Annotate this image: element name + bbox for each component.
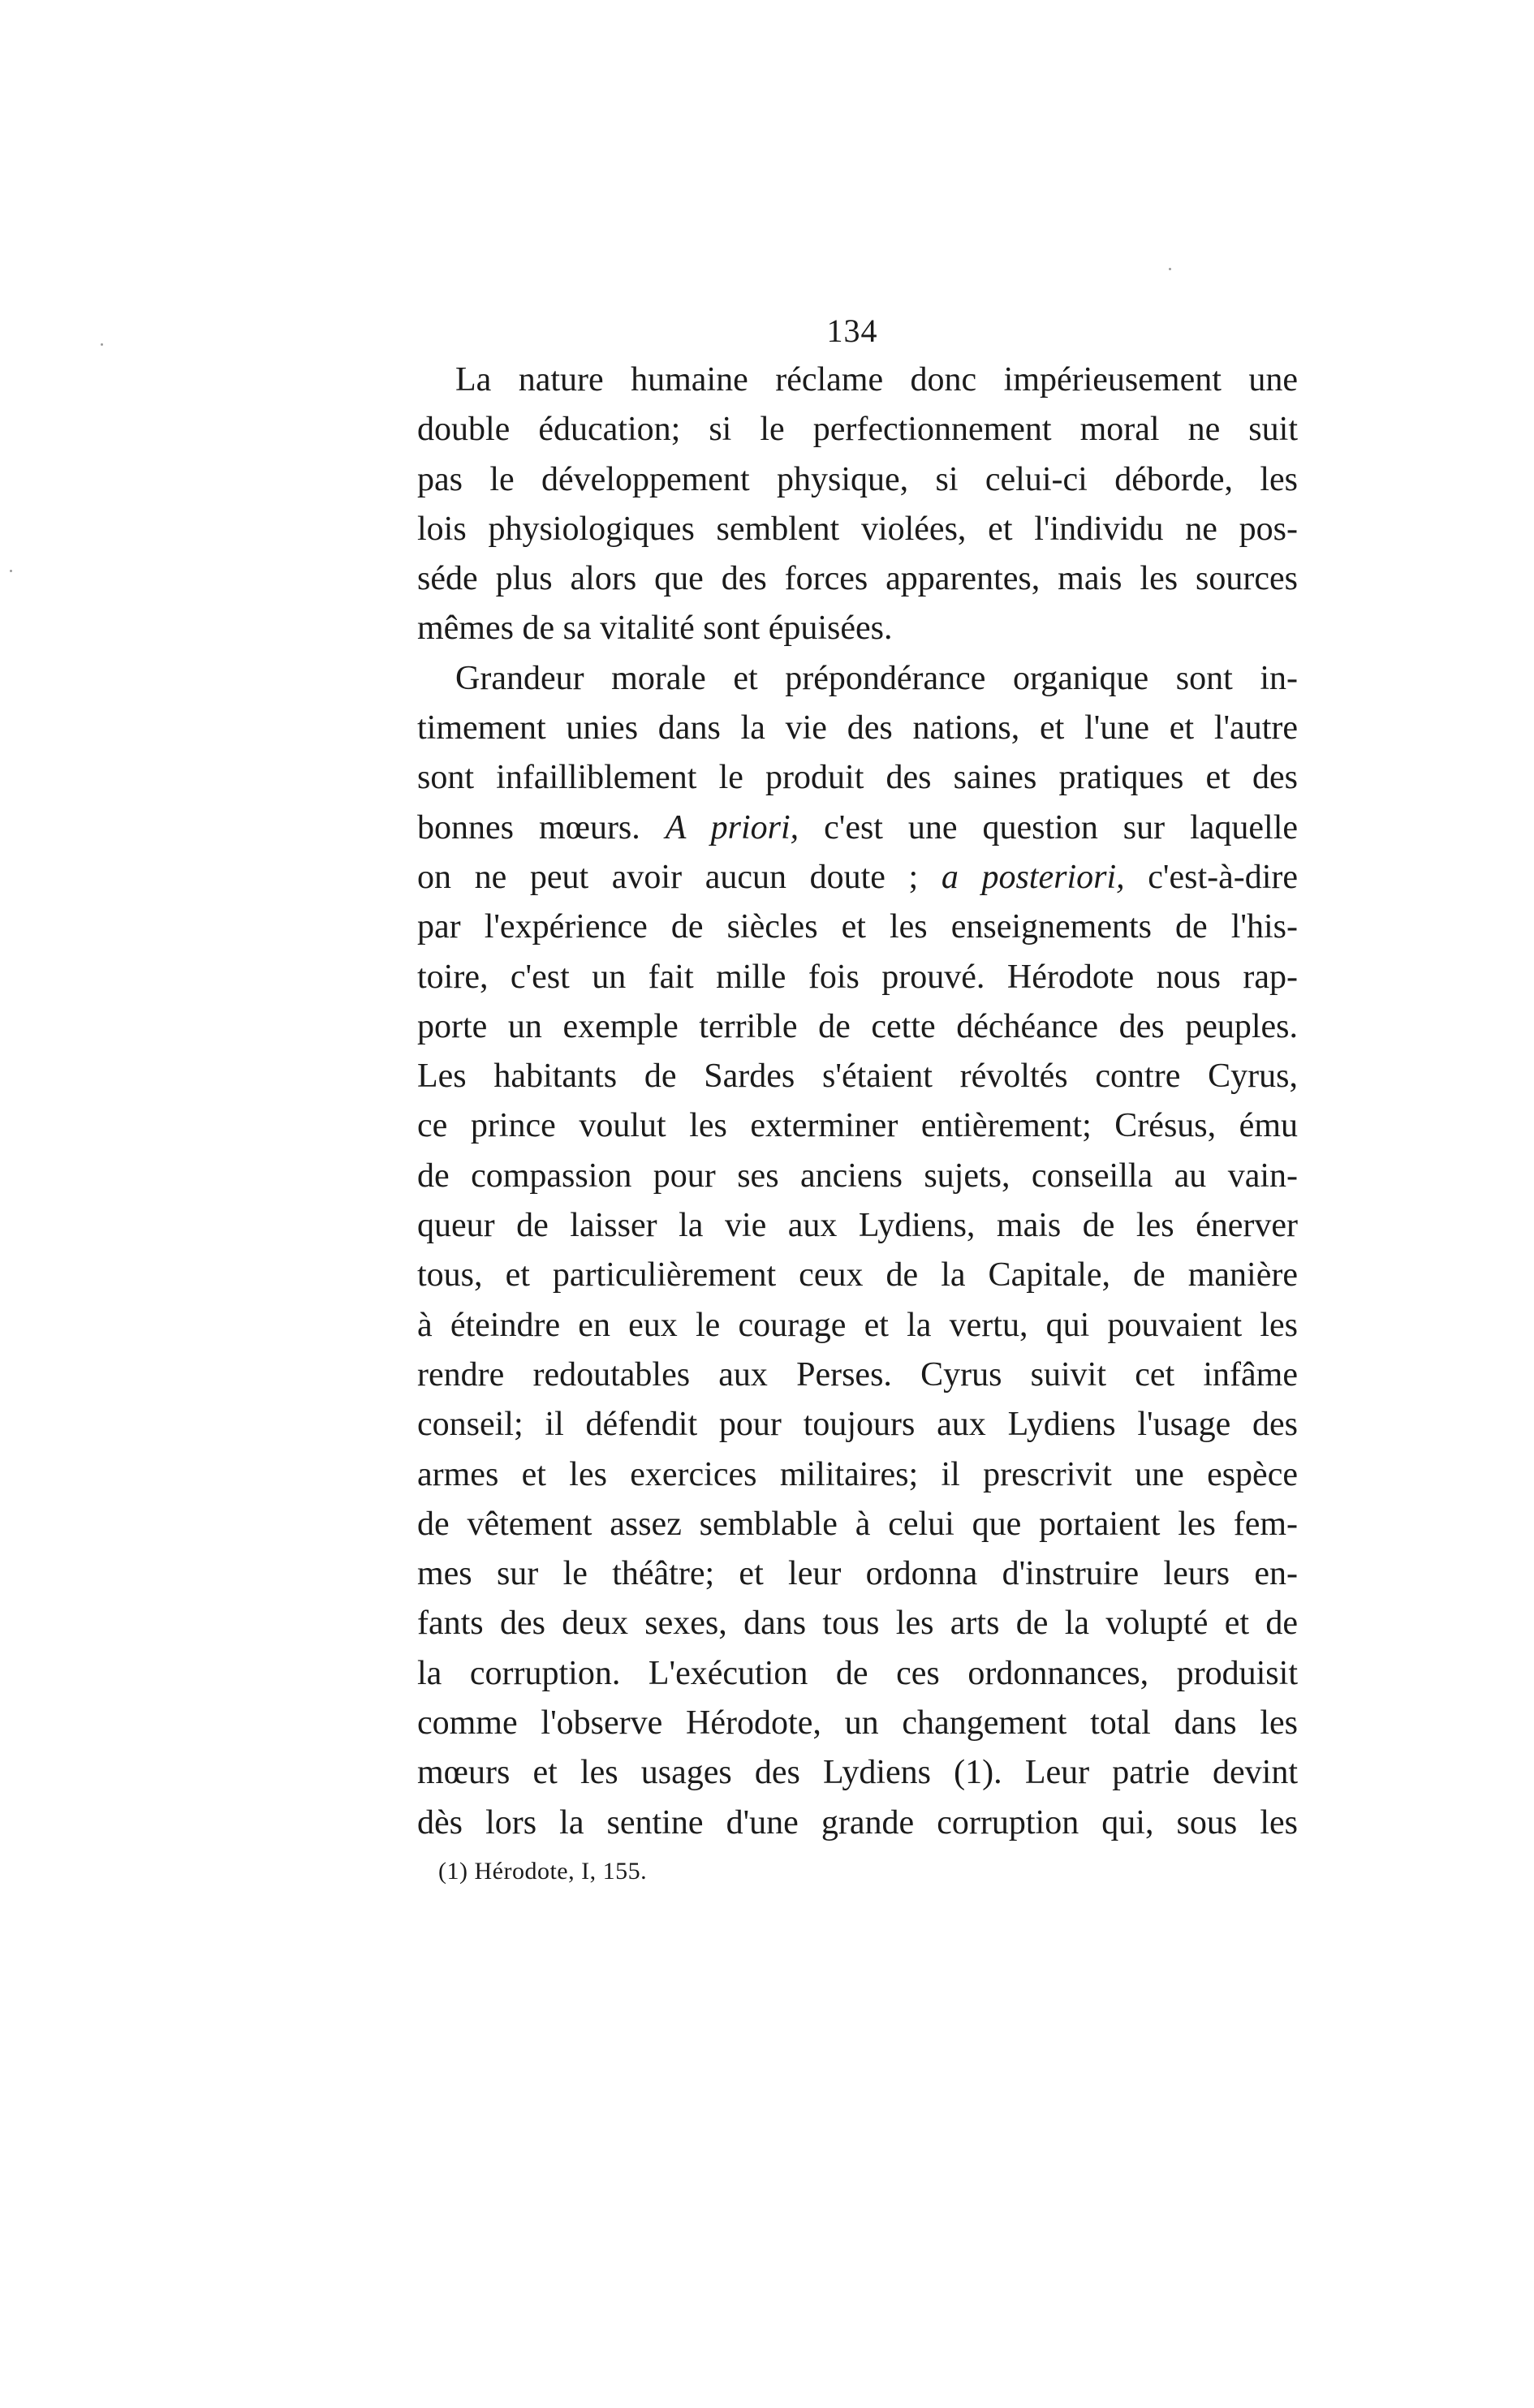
- text-line: mêmes de sa vitalité sont épuisées.: [417, 610, 893, 648]
- text-line: dès lors la sentine d'une grande corruption qui, sous les: [417, 1803, 1298, 1842]
- text-line: timement unies dans la vie des nations, et l'une et l'autre: [417, 709, 1298, 747]
- footnote: (1) Hérodote, I, 155.: [438, 1858, 648, 1885]
- text-line: sont infailliblement le produit des saines pratiques et des: [417, 759, 1298, 797]
- text-line: séde plus alors que des forces apparentes, mais les sources: [417, 560, 1298, 598]
- text-line: pas le développement physique, si celui-ci déborde, les: [417, 460, 1298, 498]
- text-line: de compassion pour ses anciens sujets, conseilla au vain-: [417, 1157, 1298, 1195]
- text-line: de vêtement assez semblable à celui que portaient les fem-: [417, 1505, 1298, 1543]
- text-line: mes sur le théâtre; et leur ordonna d'instruire leurs en-: [417, 1555, 1298, 1593]
- paper-speck: [101, 343, 103, 346]
- paper-speck: [1169, 268, 1171, 270]
- text-line: mœurs et les usages des Lydiens (1). Leur patrie devint: [417, 1754, 1298, 1792]
- paper-speck: [10, 570, 12, 572]
- text-line: Les habitants de Sardes s'étaient révoltés contre Cyrus,: [417, 1058, 1298, 1096]
- text-line: la corruption. L'exécution de ces ordonnances, produisit: [417, 1654, 1298, 1692]
- text-line: porte un exemple terrible de cette déchéance des peuples.: [417, 1007, 1298, 1045]
- text-line: double éducation; si le perfectionnement moral ne suit: [417, 411, 1298, 449]
- text-line: à éteindre en eux le courage et la vertu, qui pouvaient les: [417, 1306, 1298, 1344]
- text-line: fants des deux sexes, dans tous les arts de la volupté et de: [417, 1605, 1298, 1643]
- text-line: La nature humaine réclame donc impérieusement une: [455, 361, 1298, 398]
- body-text: [417, 355, 1298, 1848]
- text-segment: on ne peut avoir aucun doute ;: [417, 858, 919, 896]
- text-segment: c'est-à-dire: [1148, 858, 1299, 896]
- text-line: armes et les exercices militaires; il prescrivit une espèce: [417, 1455, 1298, 1493]
- text-segment: c'est une question sur laquelle: [824, 808, 1299, 846]
- italic-phrase: a posteriori,: [941, 858, 1125, 896]
- text-line: ce prince voulut les exterminer entièrement; Crésus, ému: [417, 1107, 1298, 1145]
- text-segment: bonnes mœurs.: [417, 808, 640, 846]
- text-line: queur de laisser la vie aux Lydiens, mais de les énerver: [417, 1207, 1298, 1245]
- text-line: [417, 803, 1298, 853]
- italic-phrase: A priori,: [665, 808, 799, 846]
- text-line: [417, 853, 1298, 902]
- text-line: conseil; il défendit pour toujours aux Lydiens l'usage des: [417, 1406, 1298, 1444]
- text-line: toire, c'est un fait mille fois prouvé. Hérodote nous rap-: [417, 958, 1298, 996]
- text-line: lois physiologiques semblent violées, et l'individu ne pos-: [417, 510, 1298, 548]
- page-number: 134: [826, 312, 878, 349]
- text-line: tous, et particulièrement ceux de la Capitale, de manière: [417, 1256, 1298, 1294]
- text-line: rendre redoutables aux Perses. Cyrus suivit cet infâme: [417, 1355, 1298, 1394]
- text-line: Grandeur morale et prépondérance organique sont in-: [455, 659, 1298, 697]
- text-line: comme l'observe Hérodote, un changement total dans les: [417, 1704, 1298, 1742]
- text-line: par l'expérience de siècles et les enseignements de l'his-: [417, 908, 1298, 946]
